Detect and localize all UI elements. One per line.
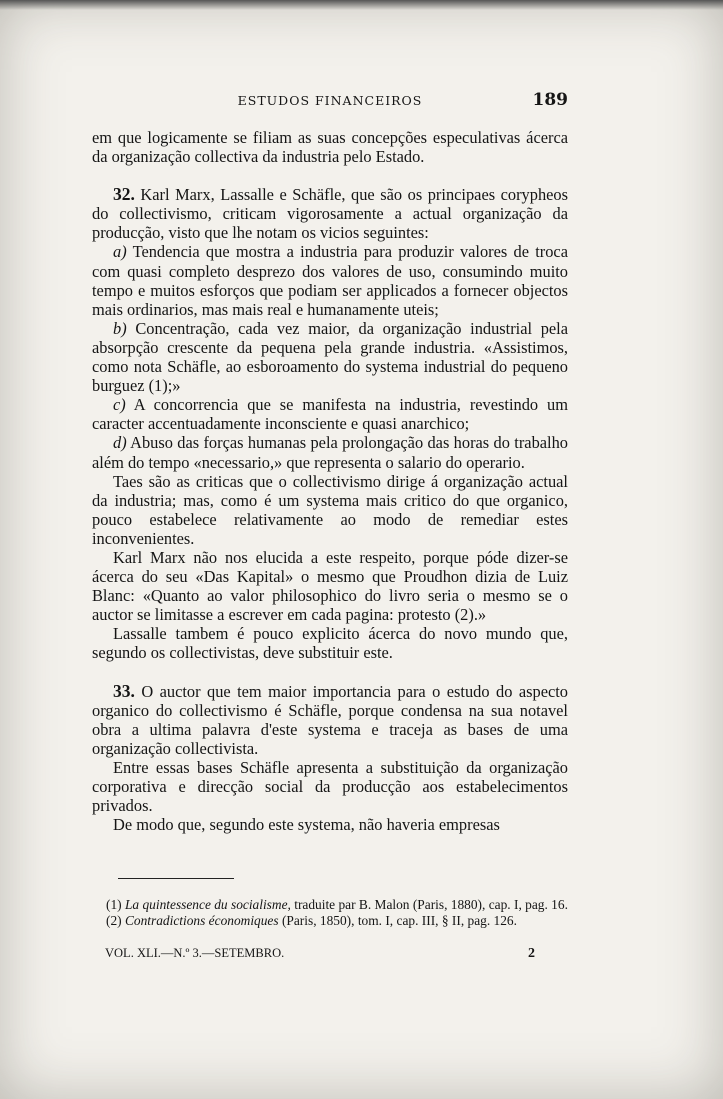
volume-line: VOL. XLI.—N.º 3.—SETEMBRO. (105, 946, 285, 960)
item-a-text: Tendencia que mostra a industria para produzir valores de troca com quasi completo desprezo dos valores de uso, consumindo muito tempo e muitos esforços que podiam ser applicados a fornecer objectos mais ordinarios, mas mais real e humanamente uteis; (92, 242, 568, 319)
footnote-2 (92, 913, 568, 929)
body-text (92, 128, 568, 834)
paragraph: Entre essas bases Schäfle apresenta a substituição da organização corporativa e direcção social da producção aos estabelecimentos privados. (92, 757, 568, 816)
page-header (92, 90, 568, 112)
section-number: 32. (113, 184, 135, 205)
page-top-shadow (0, 0, 723, 10)
paragraph: Taes são as criticas que o collectivismo dirige á organização actual da industria; mas, como é um systema mais critico do que organico, pouco estabelece relativamente ao modo de remediar estes inconvenientes. (92, 471, 568, 548)
item-label: b) (113, 318, 127, 338)
paragraph: De modo que, segundo este systema, não haveria empresas (113, 815, 500, 835)
paragraph: Lassalle tambem é pouco explicito ácerca do novo mundo que, segundo os collectivistas, deve substituir este. (92, 624, 568, 663)
paragraph-continued: em que logicamente se filiam as suas concepções especulativas ácerca da organização collectiva da industria pelo Estado. (92, 128, 568, 167)
footnote-mark: (2) (106, 912, 122, 928)
footnote-text: traduite par B. Malon (Paris, 1880), cap. I, pag. 16. (294, 897, 568, 912)
item-label: c) (113, 395, 126, 415)
item-label: a) (113, 242, 127, 262)
footnote-title: Contradictions économiques (124, 912, 279, 928)
printer-signature-line (105, 946, 535, 964)
footnote-mark: (1) (106, 897, 122, 912)
list-item-d (92, 433, 568, 471)
page-number: 189 (532, 90, 568, 110)
list-item-b (92, 319, 568, 395)
list-item-c (92, 395, 568, 433)
footnote-1 (92, 897, 568, 913)
footnote-divider (118, 878, 234, 879)
section-32 (92, 185, 568, 242)
section-32-text: Karl Marx, Lassalle e Schäfle, que são os principaes corypheos do collectivismo, criticam vigorosamente a actual organização da producção, visto que lhe notam os vicios seguintes: (92, 185, 568, 243)
item-d-text: Abuso das forças humanas pela prolongação das horas do trabalho além do tempo «necessario,» que representa o salario do operario. (92, 433, 568, 472)
footnote-text: (Paris, 1850), tom. I, cap. III, § II, pag. 126. (281, 912, 517, 928)
item-c-text: A concorrencia que se manifesta na industria, revestindo um caracter accentuadamente inconsciente e quasi anarchico; (92, 395, 568, 434)
section-number: 33. (113, 680, 135, 701)
section-33-text: O auctor que tem maior importancia para o estudo do aspecto organico do collectivismo é Schäfle, porque condensa na sua notavel obra a ultima palavra d'este systema e traceja as bases de uma organização collectivista. (92, 681, 568, 758)
item-label: d) (113, 433, 127, 453)
paragraph: Karl Marx não nos elucida a este respeito, porque póde dizer-se ácerca do seu «Das Kapital» o mesmo que Proudhon dizia de Luiz Blanc: «Quanto ao valor philosophico do livro seria o mesmo se o auctor se limitasse a escrever em cada pagina: protesto (2).» (92, 547, 568, 625)
footnote-title: La quintessence du socialisme, (124, 897, 291, 912)
running-head: ESTUDOS FINANCEIROS (237, 93, 423, 108)
item-b-text: Concentração, cada vez maior, da organização industrial pela absorpção crescente da pequena pela grande industria. «Assistimos, como nota Schäfle, ao esboroamento do systema industrial do pequeno burguez (1);» (92, 318, 569, 396)
list-item-a (92, 242, 568, 318)
section-33 (92, 682, 568, 758)
footnotes (92, 897, 568, 929)
sheet-number: 2 (528, 946, 535, 961)
